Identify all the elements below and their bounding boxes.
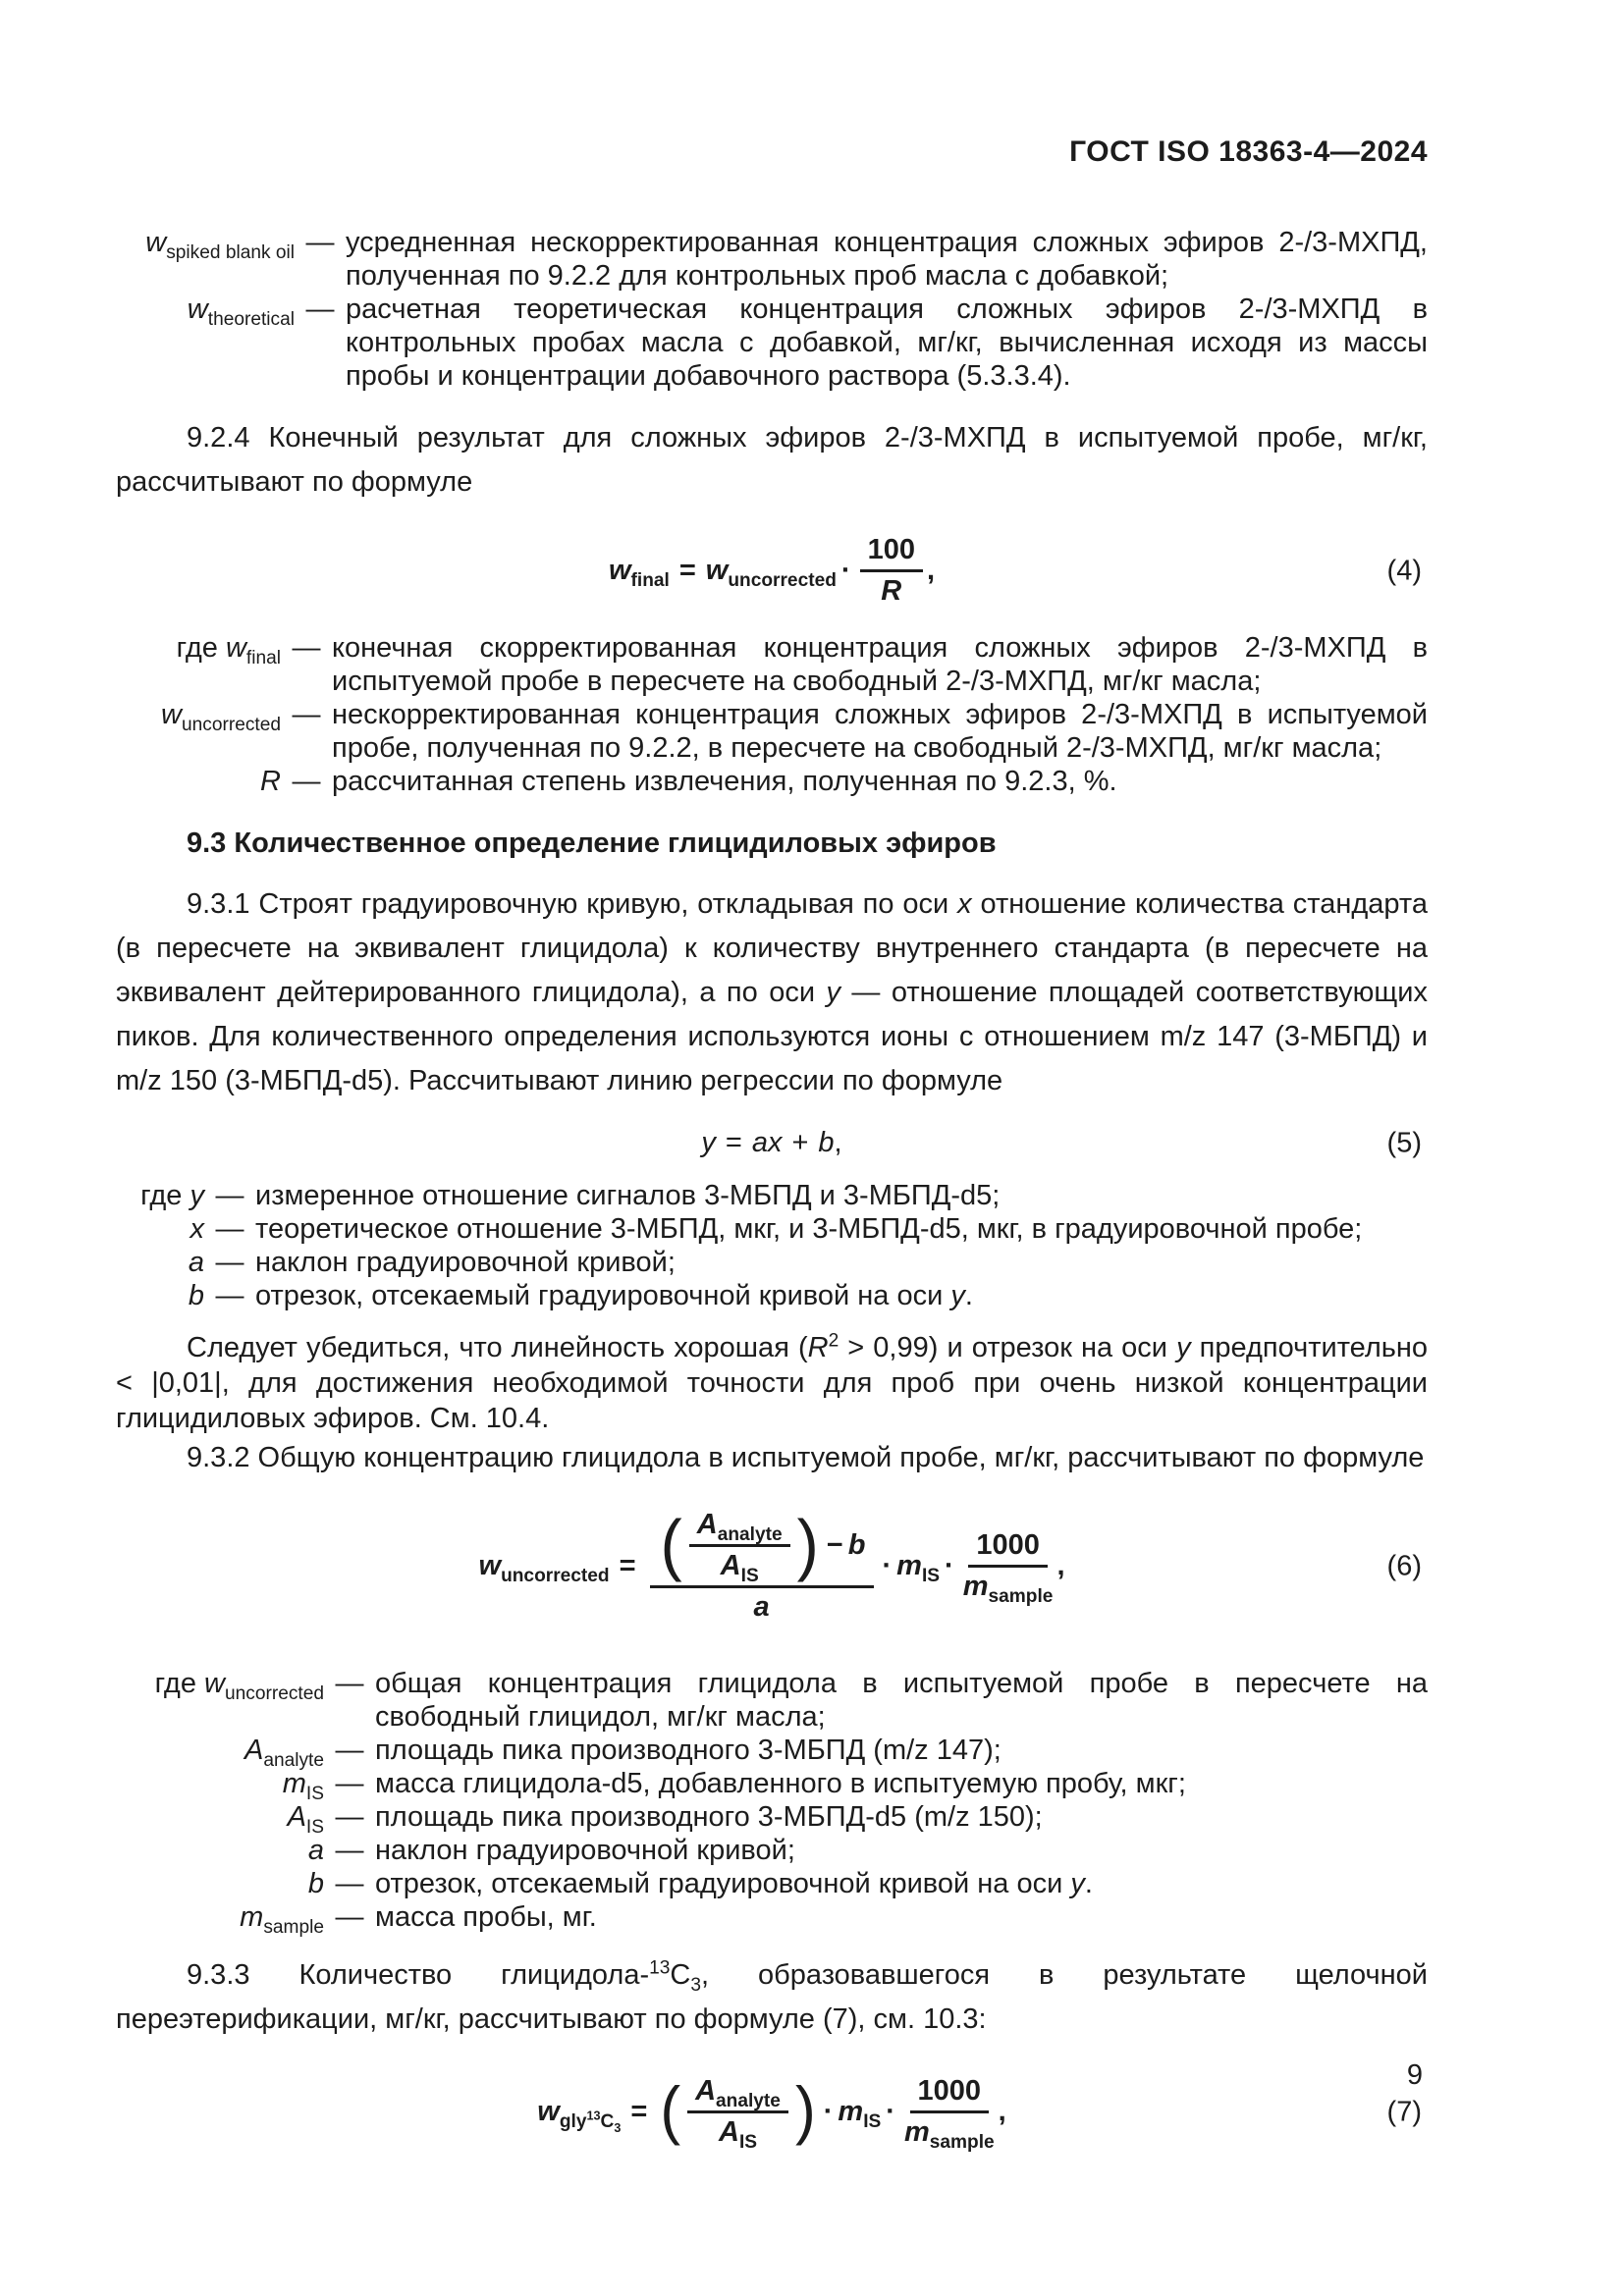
definition-row: [116, 1867, 1428, 1900]
definition-dash: —: [215, 1280, 244, 1311]
definition-row: [116, 1179, 1428, 1212]
term-w-uncorrected: $w_{uncorrected}$: [161, 699, 281, 735]
formula-6: [116, 1509, 1428, 1624]
formula-5-expression: y = ax + b ,: [701, 1127, 842, 1158]
definition-list-formula-6: [116, 1667, 1428, 1938]
definition-desc: наклон градуировочной кривой;: [255, 1247, 676, 1278]
formula-4: [116, 534, 1428, 608]
term-y: где y: [140, 1180, 204, 1211]
definition-desc: нескорректированная концентрация сложных эфиров 2-/3-МХПД в испытуемой пробе, полученная по 9.2.2, в пересчете на свободный 2-/3-МХПД, мг/кг масла;: [332, 699, 1428, 764]
definition-desc: конечная скорректированная концентрация сложных эфиров 2-/3-МХПД в испытуемой пробе в пересчете на свободный 2-/3-МХПД, мг/кг масла;: [332, 632, 1428, 697]
heading-9-3: 9.3 Количественное определение глицидиловых эфиров: [187, 828, 997, 859]
para-9-3-3: 9.3.3 Количество глицидола-$^{13}C_3$, образовавшегося в результате щелочной переэтерификации, мг/кг, рассчитывают по формуле (7), см. 10.3:: [116, 1957, 1428, 2035]
term-b: b: [188, 1280, 204, 1311]
left-paren: (: [660, 2075, 681, 2148]
formula-4-number: (4): [1386, 555, 1422, 586]
definition-row: [116, 1834, 1428, 1867]
term-m-sample: $m_{sample}$: [240, 1901, 324, 1938]
term-w-spiked-blank-oil: $w_{spiked blank oil}$: [145, 227, 295, 263]
formula-4-expression: $w_{final}$ = $w_{uncorrected}$ · $\frac{100}{R}$ ,: [608, 534, 936, 607]
definition-dash: —: [292, 632, 321, 664]
definition-list-formula-4: [116, 631, 1428, 798]
definition-list-formula-5: [116, 1179, 1428, 1312]
formula-6-number: (6): [1386, 1550, 1422, 1581]
definition-dash: —: [335, 1868, 364, 1899]
term-x: x: [189, 1213, 204, 1245]
term-w-theoretical: $w_{theoretical}$: [187, 294, 295, 330]
definition-row: [116, 1279, 1428, 1312]
definition-dash: —: [292, 699, 321, 730]
definition-row: [116, 1246, 1428, 1279]
para-9-2-4: 9.2.4 Конечный результат для сложных эфиров 2-/3-МХПД в испытуемой пробе, мг/кг, рассчитывают по формуле: [116, 422, 1428, 498]
left-paren: (: [660, 1507, 682, 1584]
definition-row: [116, 765, 1428, 798]
definition-desc: наклон градуировочной кривой;: [375, 1835, 795, 1866]
definition-row: [116, 698, 1428, 765]
definition-desc: усредненная нескорректированная концентрация сложных эфиров 2-/3-МХПД, полученная по 9.2.2 для контрольных проб масла с добавкой;: [346, 227, 1428, 292]
formula-7-number: (7): [1386, 2096, 1422, 2127]
formula-5: [116, 1127, 1428, 1159]
definition-row: [116, 631, 1428, 698]
definition-dash: —: [335, 1768, 364, 1799]
term-a: a: [307, 1835, 324, 1866]
right-paren: ): [796, 1507, 819, 1584]
term-b: b: [307, 1868, 324, 1899]
definition-row: [116, 1900, 1428, 1938]
definition-dash: —: [335, 1668, 364, 1699]
definition-row: [116, 1800, 1428, 1838]
definition-dash: —: [335, 1835, 364, 1866]
page-content: [116, 135, 1429, 2153]
right-paren: ): [794, 2075, 816, 2148]
standard-code-header: ГОСТ ISO 18363-4—2024: [1069, 135, 1428, 168]
para-9-3-2: 9.3.2 Общую концентрацию глицидола в испытуемой пробе, мг/кг, рассчитывают по формуле: [187, 1442, 1425, 1473]
definition-desc: площадь пика производного 3-МБПД (m/z 147);: [375, 1735, 1001, 1766]
definition-desc: отрезок, отсекаемый градуировочной кривой на оси y.: [255, 1280, 973, 1311]
term-m-IS: $m_{IS}$: [282, 1768, 324, 1804]
term-a: a: [188, 1247, 204, 1278]
definition-desc: теоретическое отношение 3-МБПД, мкг, и 3-МБПД-d5, мкг, в градуировочной пробе;: [255, 1213, 1363, 1245]
term-A-IS: $A_{IS}$: [287, 1801, 324, 1838]
definition-dash: —: [335, 1735, 364, 1766]
term-A-analyte: $A_{analyte}$: [244, 1735, 324, 1771]
formula-7-expression: $w_{gly^{13}C_3}$ = ( $\frac{A_{analyte}}{A_{IS}}$ ) · $m_{IS}$ · $\frac{1000}{m_{sample}}$ ,: [537, 2075, 1006, 2153]
definition-desc: площадь пика производного 3-МБПД-d5 (m/z 150);: [375, 1801, 1043, 1833]
definition-dash: —: [305, 294, 335, 325]
definition-desc: рассчитанная степень извлечения, полученная по 9.2.3, %.: [332, 766, 1117, 797]
formula-7: [116, 2075, 1428, 2153]
definition-dash: —: [215, 1180, 244, 1211]
term-w-final: где $w_{final}$: [176, 632, 281, 668]
definition-row: [116, 293, 1428, 393]
definition-desc: масса пробы, мг.: [375, 1901, 597, 1933]
definition-dash: —: [215, 1247, 244, 1278]
definition-dash: —: [335, 1901, 364, 1933]
definition-dash: —: [215, 1213, 244, 1245]
definition-dash: —: [305, 227, 335, 258]
definition-row: [116, 226, 1428, 293]
definition-desc: расчетная теоретическая концентрация сложных эфиров 2-/3-МХПД в контрольных пробах масла с добавкой, мг/кг, вычисленная исходя из массы пробы и концентрации добавочного раствора (5.3.3.4).: [346, 294, 1428, 392]
page-number: 9: [1406, 2059, 1423, 2091]
term-R: R: [260, 766, 281, 797]
definition-row: [116, 1667, 1428, 1734]
definition-list-spiked-theoretical: [116, 226, 1428, 393]
definition-desc: измеренное отношение сигналов 3-МБПД и 3-МБПД-d5;: [255, 1180, 1001, 1211]
definition-desc: отрезок, отсекаемый градуировочной кривой на оси y.: [375, 1868, 1093, 1899]
para-9-3-1: 9.3.1 Строят градуировочную кривую, откладывая по оси x отношение количества стандарта (в пересчете на эквивалент глицидола) к количеству внутреннего стандарта (в пересчете на эквивалент дейтерированного глицидола), а по оси y — отношение площадей соответствующих пиков. Для количественного определения используются ионы с отношением m/z 147 (3-МБПД) и m/z 150 (3-МБПД-d5). Рассчитывают линию регрессии по формуле: [116, 888, 1429, 1096]
definition-desc: общая концентрация глицидола в испытуемой пробе в пересчете на свободный глицидол, мг/кг масла;: [375, 1668, 1428, 1733]
definition-row: [116, 1734, 1428, 1771]
definition-row: [116, 1212, 1428, 1246]
para-linearity-note: Следует убедиться, что линейность хорошая $(R^2 > 0,99)$ и отрезок на оси y предпочтительно < |0,01|, для достижения необходимой точности для проб при очень низкой концентрации глицидиловых эфиров. См. 10.4.: [116, 1330, 1428, 1434]
definition-row: [116, 1767, 1428, 1804]
definition-dash: —: [335, 1801, 364, 1833]
definition-dash: —: [292, 766, 321, 797]
formula-5-number: (5): [1386, 1127, 1422, 1158]
formula-6-expression: $w_{uncorrected}$ = ( $\frac{A_{analyte}}{A_{IS}}$ ) − b a · $m_{IS}$ · $\frac{1000}{m_{sample}}$ ,: [478, 1507, 1065, 1623]
definition-desc: масса глицидола-d5, добавленного в испытуемую пробу, мкг;: [375, 1768, 1186, 1799]
term-w-uncorrected: где $w_{uncorrected}$: [154, 1668, 324, 1704]
